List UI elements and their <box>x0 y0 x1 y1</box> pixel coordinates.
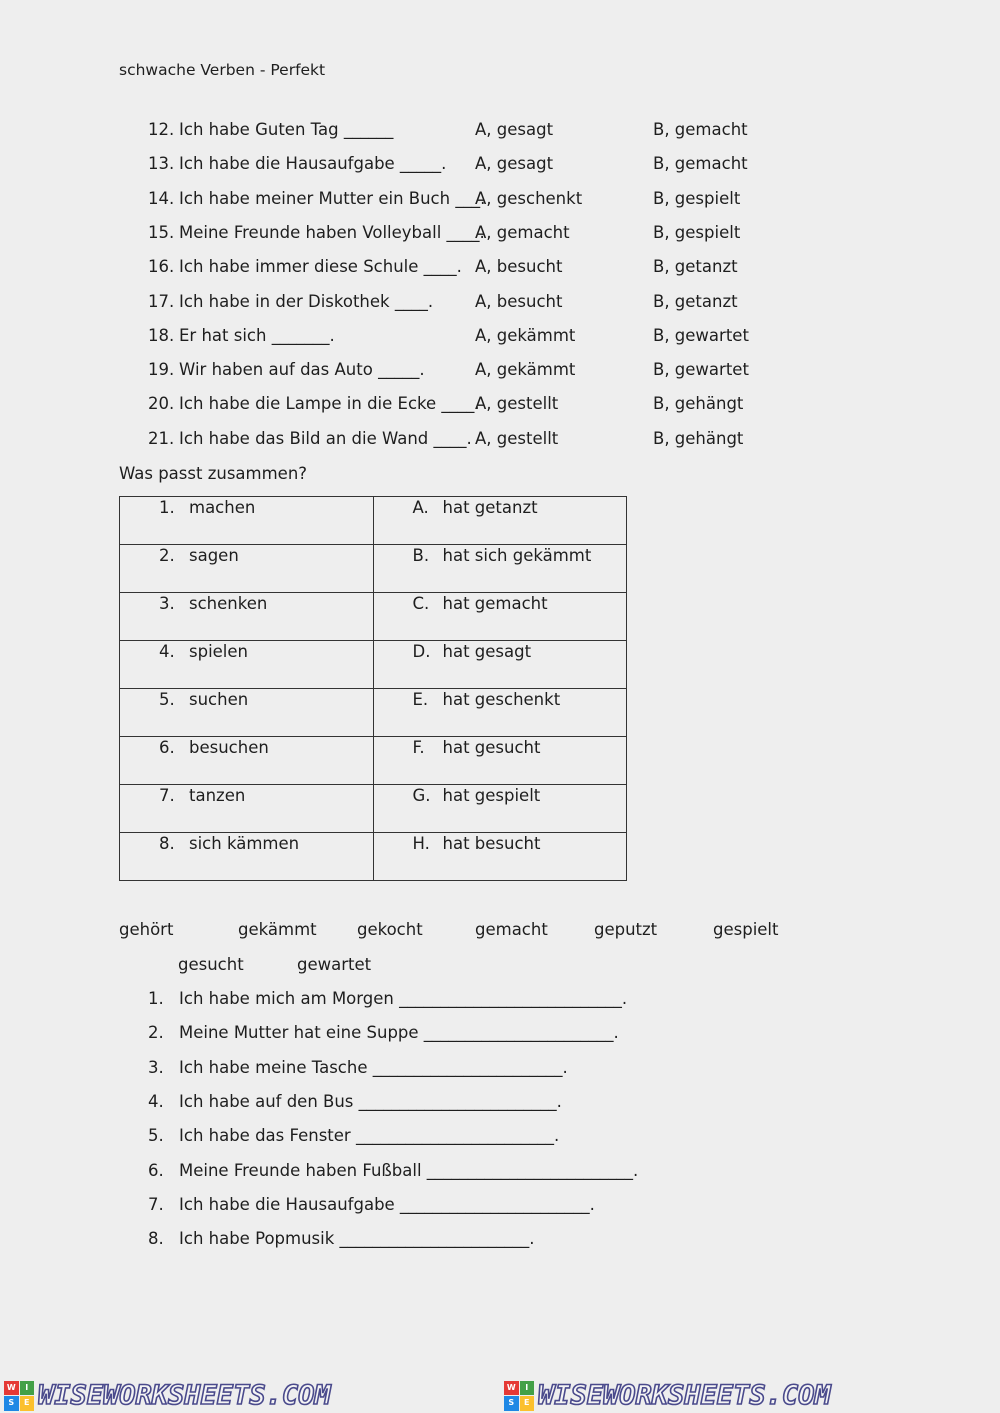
word-bank-item: gewartet <box>297 955 372 974</box>
word-bank-item: gemacht <box>475 920 548 939</box>
cell-text: suchen <box>189 690 249 709</box>
verb-cell <box>120 641 374 689</box>
question-row <box>0 257 1000 281</box>
cell-text: machen <box>189 498 256 517</box>
question-row <box>0 120 1000 144</box>
footer-banner <box>0 1378 1000 1413</box>
question-row <box>0 223 1000 247</box>
cell-number: 8. <box>159 834 175 853</box>
question-number: 16. <box>148 257 175 277</box>
table-row <box>120 833 627 881</box>
cell-number: H. <box>412 834 430 853</box>
question-row <box>0 429 1000 453</box>
fill-in-number: 8. <box>148 1229 164 1249</box>
option-a: A, gestellt <box>475 428 559 448</box>
brand-text: WISEWORKSHEETS.COM <box>538 1380 831 1411</box>
fill-in-number: 3. <box>148 1057 164 1077</box>
word-bank-item: geputzt <box>594 920 658 939</box>
question-text: Ich habe das Bild an die Wand ____. <box>179 428 472 448</box>
matching-heading: Was passt zusammen? <box>119 464 308 483</box>
question-row <box>0 292 1000 316</box>
verb-cell <box>120 737 374 785</box>
table-row <box>120 785 627 833</box>
fill-in-row <box>0 1092 1000 1116</box>
logo-letter: I <box>520 1381 535 1396</box>
option-a: A, gestellt <box>475 394 559 414</box>
option-a: A, besucht <box>475 291 563 311</box>
cell-number: 1. <box>159 498 175 517</box>
fill-in-text: Ich habe das Fenster ________________________. <box>179 1126 560 1146</box>
answer-cell <box>373 689 627 737</box>
cell-number: D. <box>412 642 431 661</box>
fill-in-row <box>0 1229 1000 1253</box>
word-bank-item: gekocht <box>357 920 423 939</box>
option-a: A, gesagt <box>475 154 554 174</box>
fill-in-text: Ich habe mich am Morgen ___________________________. <box>179 989 628 1008</box>
table-row <box>120 689 627 737</box>
answer-cell <box>373 593 627 641</box>
logo-letter: E <box>20 1396 35 1411</box>
logo-letter: E <box>520 1396 535 1411</box>
cell-text: hat getanzt <box>442 498 538 517</box>
question-number: 12. <box>148 120 175 139</box>
cell-number: A. <box>412 498 429 517</box>
cell-text: sich kämmen <box>189 834 300 853</box>
table-row <box>120 545 627 593</box>
question-number: 20. <box>148 394 175 414</box>
cell-text: hat gesucht <box>442 738 541 757</box>
table-row <box>120 497 627 545</box>
verb-cell <box>120 593 374 641</box>
matching-table <box>119 496 627 881</box>
option-b: B, gemacht <box>653 154 748 174</box>
fill-in-row <box>0 989 1000 1013</box>
option-b: B, gehängt <box>653 428 744 448</box>
cell-text: hat gesagt <box>442 642 532 661</box>
logo-letter: W <box>504 1381 519 1396</box>
question-number: 14. <box>148 188 175 208</box>
question-row <box>0 360 1000 384</box>
question-number: 15. <box>148 222 175 242</box>
cell-text: besuchen <box>189 738 269 757</box>
fill-in-text: Meine Mutter hat eine Suppe _______________________. <box>179 1023 619 1043</box>
question-number: 13. <box>148 154 175 174</box>
table-row <box>120 593 627 641</box>
fill-in-row <box>0 1161 1000 1185</box>
fill-in-text: Ich habe auf den Bus ________________________. <box>179 1091 562 1111</box>
verb-cell <box>120 785 374 833</box>
logo-letter: I <box>20 1381 35 1396</box>
footer-brand-1 <box>0 1380 500 1411</box>
fill-in-row <box>0 1058 1000 1082</box>
cell-number: 6. <box>159 738 175 757</box>
cell-text: schenken <box>189 594 268 613</box>
option-b: B, gewartet <box>653 360 749 380</box>
question-text: Ich habe in der Diskothek ____. <box>179 291 434 311</box>
option-b: B, gespielt <box>653 222 741 242</box>
fill-in-row <box>0 1195 1000 1219</box>
question-row <box>0 154 1000 178</box>
verb-cell <box>120 833 374 881</box>
option-a: A, gekämmt <box>475 325 576 345</box>
option-b: B, getanzt <box>653 257 738 277</box>
fill-in-text: Ich habe meine Tasche _______________________. <box>179 1057 568 1077</box>
question-row <box>0 189 1000 213</box>
table-row <box>120 641 627 689</box>
cell-number: B. <box>412 546 430 565</box>
fill-in-number: 5. <box>148 1126 164 1146</box>
cell-text: tanzen <box>189 786 246 805</box>
verb-cell <box>120 497 374 545</box>
option-a: A, geschenkt <box>475 188 583 208</box>
cell-number: E. <box>412 690 429 709</box>
fill-in-row <box>0 1023 1000 1047</box>
logo-letter: W <box>4 1381 19 1396</box>
answer-cell <box>373 737 627 785</box>
cell-text: hat sich gekämmt <box>442 546 592 565</box>
fill-in-row <box>0 1126 1000 1150</box>
option-b: B, gewartet <box>653 325 749 345</box>
fill-in-text: Ich habe die Hausaufgabe _______________________. <box>179 1194 595 1214</box>
verb-cell <box>120 545 374 593</box>
cell-text: hat geschenkt <box>442 690 561 709</box>
logo-icon <box>504 1381 534 1411</box>
brand-text: WISEWORKSHEETS.COM <box>38 1380 331 1411</box>
question-text: Ich habe Guten Tag ______ <box>179 120 394 139</box>
fill-in-number: 6. <box>148 1160 164 1180</box>
option-a: A, gekämmt <box>475 360 576 380</box>
cell-number: 7. <box>159 786 175 805</box>
cell-text: hat besucht <box>442 834 541 853</box>
answer-cell <box>373 833 627 881</box>
question-text: Wir haben auf das Auto _____. <box>179 360 425 380</box>
option-a: A, besucht <box>475 257 563 277</box>
fill-in-number: 1. <box>148 989 164 1008</box>
cell-text: sagen <box>189 546 239 565</box>
question-text: Ich habe die Hausaufgabe _____. <box>179 154 447 174</box>
table-row <box>120 737 627 785</box>
answer-cell <box>373 497 627 545</box>
cell-number: 5. <box>159 690 175 709</box>
question-text: Er hat sich _______. <box>179 325 335 345</box>
fill-in-number: 4. <box>148 1091 164 1111</box>
cell-number: F. <box>412 738 425 757</box>
cell-number: G. <box>412 786 431 805</box>
word-bank-item: gesucht <box>178 955 244 974</box>
cell-text: hat gemacht <box>442 594 548 613</box>
answer-cell <box>373 641 627 689</box>
word-bank-item: gespielt <box>713 920 779 939</box>
question-text: Ich habe meiner Mutter ein Buch ___. <box>179 188 486 208</box>
option-a: A, gemacht <box>475 222 570 242</box>
logo-letter: S <box>504 1396 519 1411</box>
option-b: B, gemacht <box>653 120 748 139</box>
answer-cell <box>373 545 627 593</box>
cell-text: hat gespielt <box>442 786 541 805</box>
question-number: 18. <box>148 325 175 345</box>
footer-brand-2 <box>500 1380 1000 1411</box>
question-text: Ich habe die Lampe in die Ecke ____. <box>179 394 480 414</box>
question-row <box>0 326 1000 350</box>
worksheet-title: schwache Verben - Perfekt <box>119 61 326 79</box>
cell-number: C. <box>412 594 430 613</box>
logo-letter: S <box>4 1396 19 1411</box>
fill-in-number: 2. <box>148 1023 164 1043</box>
word-bank-item: gekämmt <box>238 920 317 939</box>
question-number: 17. <box>148 291 175 311</box>
option-b: B, getanzt <box>653 291 738 311</box>
logo-icon <box>4 1381 34 1411</box>
cell-number: 3. <box>159 594 175 613</box>
cell-number: 2. <box>159 546 175 565</box>
word-bank-item: gehört <box>119 920 174 939</box>
question-number: 21. <box>148 428 175 448</box>
option-b: B, gespielt <box>653 188 741 208</box>
question-row <box>0 394 1000 418</box>
cell-number: 4. <box>159 642 175 661</box>
question-text: Meine Freunde haben Volleyball ____. <box>179 222 485 242</box>
option-a: A, gesagt <box>475 120 554 139</box>
verb-cell <box>120 689 374 737</box>
fill-in-text: Ich habe Popmusik _______________________. <box>179 1229 535 1249</box>
cell-text: spielen <box>189 642 248 661</box>
answer-cell <box>373 785 627 833</box>
fill-in-number: 7. <box>148 1194 164 1214</box>
question-number: 19. <box>148 360 175 380</box>
option-b: B, gehängt <box>653 394 744 414</box>
fill-in-text: Meine Freunde haben Fußball _________________________. <box>179 1160 639 1180</box>
question-text: Ich habe immer diese Schule ____. <box>179 257 462 277</box>
